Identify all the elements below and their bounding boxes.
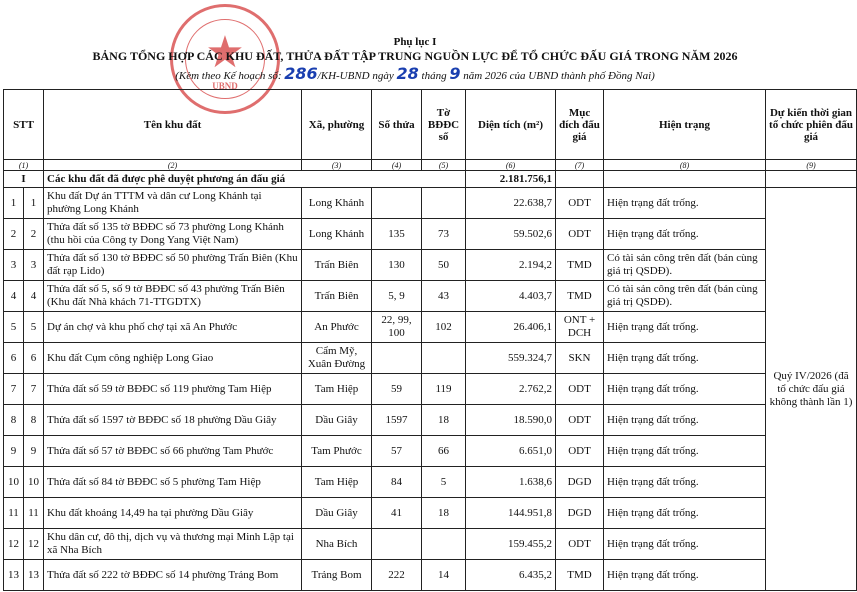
parcel-number: 41 [372, 498, 422, 529]
row-index: 13 [4, 560, 24, 591]
land-name: Thửa đất số 59 tờ BĐĐC số 119 phường Tam Hiệp [44, 374, 302, 405]
current-status: Hiện trạng đất trống. [604, 188, 766, 219]
parcel-number: 57 [372, 436, 422, 467]
current-status: Hiện trạng đất trống. [604, 312, 766, 343]
ward-name: Tam Phước [302, 436, 372, 467]
land-name: Thửa đất số 57 tờ BĐĐC số 66 phường Tam Phước [44, 436, 302, 467]
row-sub-index: 6 [24, 343, 44, 374]
group-total-area: 2.181.756,1 [466, 171, 556, 188]
auction-purpose: DGD [556, 498, 604, 529]
land-name: Thửa đất số 135 tờ BĐĐC số 73 phường Long Khánh (thu hồi của Công ty Dong Yang Việt Nam) [44, 219, 302, 250]
auction-purpose: DGD [556, 467, 604, 498]
map-sheet-number: 102 [422, 312, 466, 343]
seal-text: UBND [212, 81, 238, 91]
auction-purpose: TMD [556, 560, 604, 591]
parcel-number: 84 [372, 467, 422, 498]
ward-name: Tam Hiệp [302, 467, 372, 498]
header-row [4, 90, 857, 160]
col-header-status: Hiện trạng [604, 90, 766, 160]
table-row [4, 374, 857, 405]
land-name: Dự án chợ và khu phố chợ tại xã An Phước [44, 312, 302, 343]
map-sheet-number: 50 [422, 250, 466, 281]
area-value: 2.194,2 [466, 250, 556, 281]
table-row [4, 498, 857, 529]
ward-name: Trấn Biên [302, 250, 372, 281]
auction-purpose: ONT + DCH [556, 312, 604, 343]
row-sub-index: 7 [24, 374, 44, 405]
parcel-number: 135 [372, 219, 422, 250]
auction-purpose: SKN [556, 343, 604, 374]
ward-name: Dầu Giây [302, 498, 372, 529]
land-name: Thửa đất số 5, số 9 tờ BĐĐC số 43 phường Trấn Biên (Khu đất Nhà khách 71-TTGDTX) [44, 281, 302, 312]
land-name: Thửa đất số 84 tờ BĐĐC số 5 phường Tam Hiệp [44, 467, 302, 498]
parcel-number: 5, 9 [372, 281, 422, 312]
row-sub-index: 3 [24, 250, 44, 281]
auction-purpose: ODT [556, 374, 604, 405]
land-name: Khu dân cư, đô thị, dịch vụ và thương mại Minh Lập tại xã Nha Bích [44, 529, 302, 560]
col-header-ward: Xã, phường [302, 90, 372, 160]
col-header-area: Diện tích (m²) [466, 90, 556, 160]
row-index: 3 [4, 250, 24, 281]
group-row [4, 171, 857, 188]
area-value: 159.455,2 [466, 529, 556, 560]
row-index: 6 [4, 343, 24, 374]
land-name: Khu đất khoảng 14,49 ha tại phường Dầu Giây [44, 498, 302, 529]
table-row [4, 529, 857, 560]
map-sheet-number [422, 529, 466, 560]
parcel-number: 130 [372, 250, 422, 281]
map-sheet-number [422, 188, 466, 219]
column-number-row: (1) (2) (3) (4) (5) (6) (7) (8) (9) [4, 160, 857, 171]
star-icon: ★ [205, 28, 245, 77]
area-value: 559.324,7 [466, 343, 556, 374]
table-row [4, 312, 857, 343]
appendix-label: Phụ lục I [393, 36, 437, 48]
row-index: 7 [4, 374, 24, 405]
table-row [4, 405, 857, 436]
col-header-parcel: Số thửa [372, 90, 422, 160]
row-index: 10 [4, 467, 24, 498]
map-sheet-number: 5 [422, 467, 466, 498]
row-index: 2 [4, 219, 24, 250]
ward-name: Nha Bích [302, 529, 372, 560]
map-sheet-number: 18 [422, 498, 466, 529]
ward-name: An Phước [302, 312, 372, 343]
row-index: 9 [4, 436, 24, 467]
day-handwritten: 28 [396, 64, 419, 83]
row-sub-index: 4 [24, 281, 44, 312]
row-sub-index: 1 [24, 188, 44, 219]
parcel-number: 22, 99, 100 [372, 312, 422, 343]
table-row [4, 250, 857, 281]
current-status: Hiện trạng đất trống. [604, 343, 766, 374]
map-sheet-number: 66 [422, 436, 466, 467]
land-name: Khu đất Cụm công nghiệp Long Giao [44, 343, 302, 374]
land-name: Thửa đất số 1597 tờ BĐĐC số 18 phường Dầu Giây [44, 405, 302, 436]
auction-purpose: TMD [556, 281, 604, 312]
table-row [4, 343, 857, 374]
area-value: 4.403,7 [466, 281, 556, 312]
auction-purpose: ODT [556, 529, 604, 560]
ward-name: Tam Hiệp [302, 374, 372, 405]
row-index: 8 [4, 405, 24, 436]
col-header-purpose: Mục đích đấu giá [556, 90, 604, 160]
ward-name: Cẩm Mỹ, Xuân Đường [302, 343, 372, 374]
current-status: Hiện trạng đất trống. [604, 405, 766, 436]
ward-name: Dầu Giây [302, 405, 372, 436]
auction-purpose: ODT [556, 405, 604, 436]
row-index: 1 [4, 188, 24, 219]
row-index: 12 [4, 529, 24, 560]
row-index: 11 [4, 498, 24, 529]
row-index: 5 [4, 312, 24, 343]
row-sub-index: 10 [24, 467, 44, 498]
col-header-name: Tên khu đất [44, 90, 302, 160]
area-value: 144.951,8 [466, 498, 556, 529]
map-sheet-number: 73 [422, 219, 466, 250]
current-status: Hiện trạng đất trống. [604, 374, 766, 405]
area-value: 6.651,0 [466, 436, 556, 467]
land-name: Khu đất Dự án TTTM và dân cư Long Khánh tại phường Long Khánh [44, 188, 302, 219]
plan-number: 286 [284, 64, 318, 83]
current-status: Có tài sản công trên đất (bán cùng giá trị QSDĐ). [604, 250, 766, 281]
land-name: Thửa đất số 130 tờ BĐĐC số 50 phường Trấn Biên (Khu đất rạp Lido) [44, 250, 302, 281]
month-handwritten: 9 [449, 64, 461, 83]
table-row [4, 467, 857, 498]
table-row [4, 219, 857, 250]
col-header-sheet: Tờ BĐĐC số [422, 90, 466, 160]
parcel-number [372, 529, 422, 560]
map-sheet-number: 43 [422, 281, 466, 312]
document-title: BẢNG TỔNG HỢP CÁC KHU ĐẤT, THỬA ĐẤT TẬP TRUNG NGUỒN LỰC ĐỂ TỔ CHỨC ĐẤU GIÁ TRONG NĂM 2026 [92, 49, 738, 63]
row-sub-index: 9 [24, 436, 44, 467]
land-name: Thửa đất số 222 tờ BĐĐC số 14 phường Trảng Bom [44, 560, 302, 591]
row-sub-index: 13 [24, 560, 44, 591]
col-header-auction-time: Dự kiến thời gian tổ chức phiên đấu giá [766, 90, 857, 160]
col-header-stt: STT [4, 90, 44, 160]
auction-purpose: ODT [556, 188, 604, 219]
area-value: 22.638,7 [466, 188, 556, 219]
document-subtitle: (Kèm theo Kế hoạch số: 286/KH-UBND ngày 28 tháng 9 năm 2026 của UBND thành phố Đồng Nai) [175, 64, 655, 83]
table-row [4, 188, 857, 219]
current-status: Hiện trạng đất trống. [604, 436, 766, 467]
row-sub-index: 8 [24, 405, 44, 436]
table-row [4, 560, 857, 591]
table-row [4, 436, 857, 467]
group-title: Các khu đất đã được phê duyệt phương án đấu giá [44, 171, 466, 188]
area-value: 1.638,6 [466, 467, 556, 498]
group-index: I [4, 171, 44, 188]
map-sheet-number [422, 343, 466, 374]
current-status: Hiện trạng đất trống. [604, 219, 766, 250]
ward-name: Long Khánh [302, 219, 372, 250]
map-sheet-number: 119 [422, 374, 466, 405]
row-sub-index: 12 [24, 529, 44, 560]
area-value: 2.762,2 [466, 374, 556, 405]
area-value: 6.435,2 [466, 560, 556, 591]
current-status: Hiện trạng đất trống. [604, 467, 766, 498]
map-sheet-number: 14 [422, 560, 466, 591]
current-status: Có tài sản công trên đất (bán cùng giá trị QSDĐ). [604, 281, 766, 312]
area-value: 59.502,6 [466, 219, 556, 250]
current-status: Hiện trạng đất trống. [604, 560, 766, 591]
ward-name: Trấn Biên [302, 281, 372, 312]
row-sub-index: 5 [24, 312, 44, 343]
current-status: Hiện trạng đất trống. [604, 498, 766, 529]
parcel-number: 222 [372, 560, 422, 591]
area-value: 26.406,1 [466, 312, 556, 343]
auction-land-table [3, 89, 857, 591]
auction-purpose: ODT [556, 219, 604, 250]
parcel-number [372, 343, 422, 374]
auction-time-note: Quý IV/2026 (đã tổ chức đấu giá không thành lần 1) [766, 188, 857, 591]
current-status: Hiện trạng đất trống. [604, 529, 766, 560]
ward-name: Trảng Bom [302, 560, 372, 591]
parcel-number [372, 188, 422, 219]
area-value: 18.590,0 [466, 405, 556, 436]
parcel-number: 59 [372, 374, 422, 405]
table-row [4, 281, 857, 312]
ward-name: Long Khánh [302, 188, 372, 219]
row-sub-index: 11 [24, 498, 44, 529]
auction-purpose: ODT [556, 436, 604, 467]
row-index: 4 [4, 281, 24, 312]
parcel-number: 1597 [372, 405, 422, 436]
row-sub-index: 2 [24, 219, 44, 250]
map-sheet-number: 18 [422, 405, 466, 436]
auction-purpose: TMD [556, 250, 604, 281]
